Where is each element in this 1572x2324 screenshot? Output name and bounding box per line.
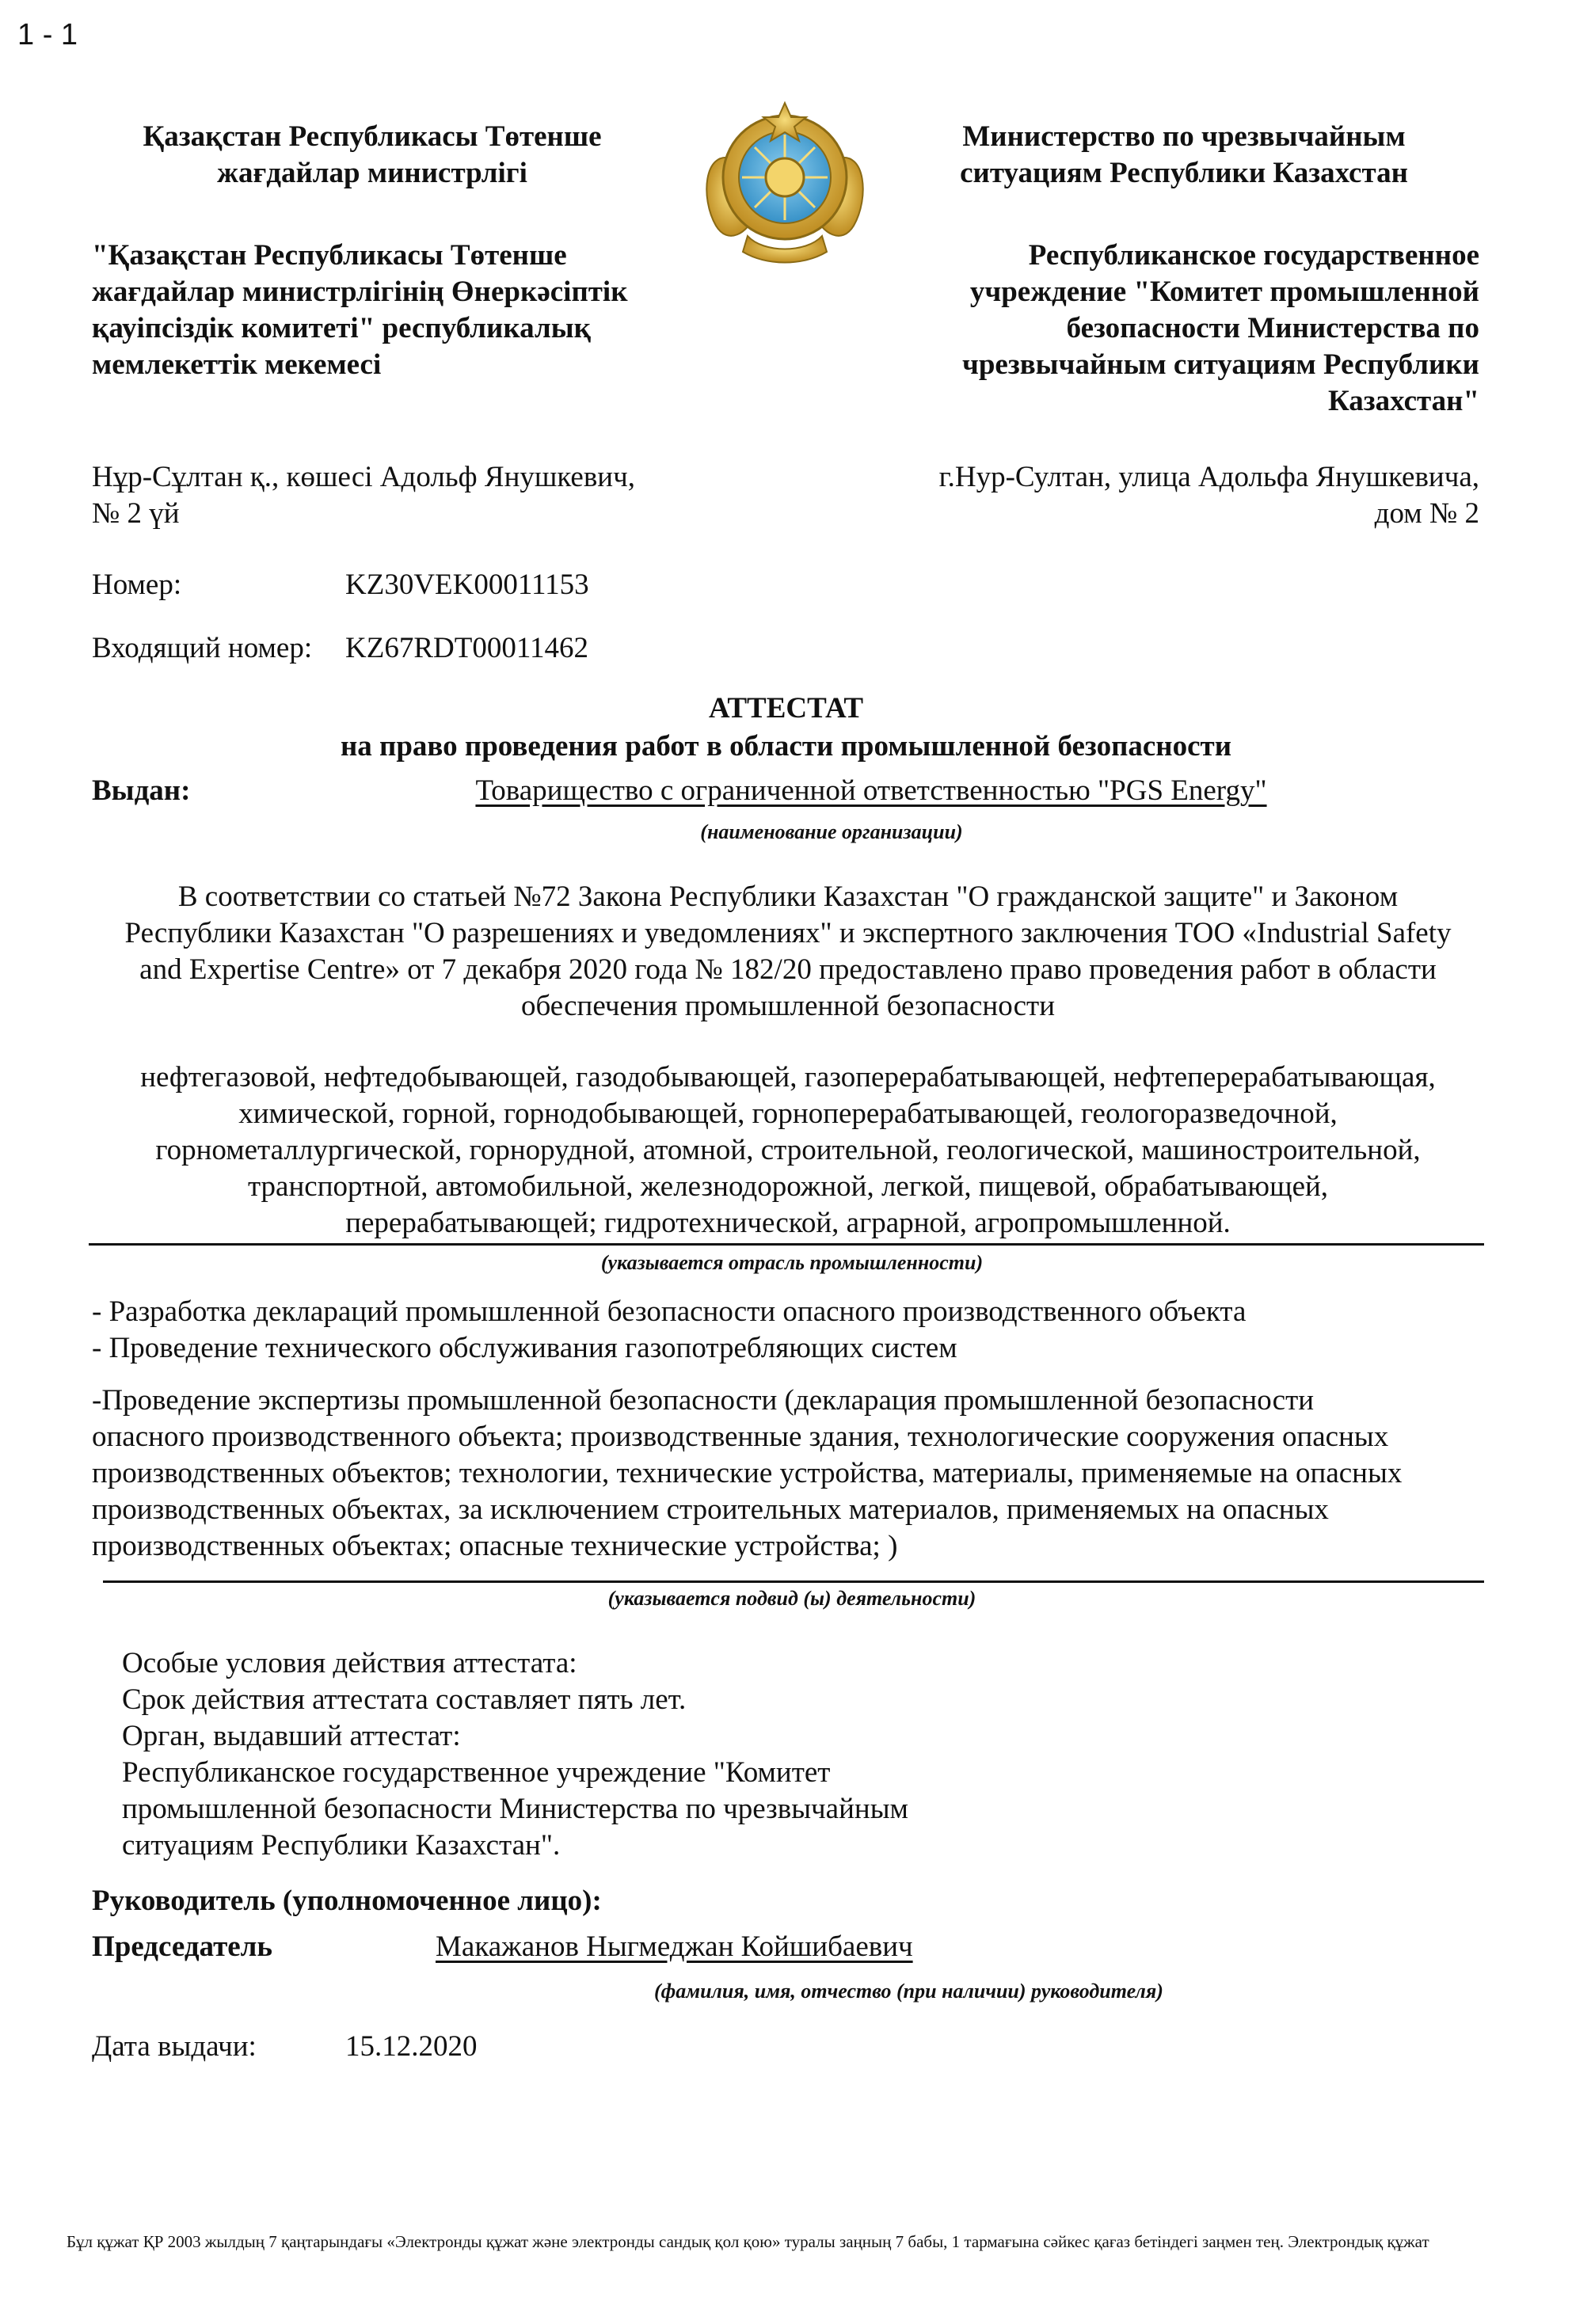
header-right-org-line: учреждение "Комитет промышленной [969, 276, 1479, 308]
conditions-line: Республиканское государственное учреждение "Комитет [122, 1756, 831, 1789]
expertise-line: опасного производственного объекта; производственные здания, технологические сооружения опасных [92, 1421, 1389, 1453]
incoming-value: KZ67RDT00011462 [345, 632, 588, 664]
footer-text: Бұл құжат ҚР 2003 жылдың 7 қаңтарындағы «Электронды құжат және электронды сандық қол қою» туралы заңның 7 бабы, 1 тармағына сәйкес қағаз бетіндегі заңмен тең. Электрондық құжат [67, 2232, 1429, 2251]
activity-item: - Проведение технического обслуживания газопотребляющих систем [92, 1332, 957, 1364]
header-right-org-line: чрезвычайным ситуациям Республики [961, 348, 1479, 381]
head-caption: (фамилия, имя, отчество (при наличии) руководителя) [654, 1980, 1163, 2003]
expertise-line: производственных объектах, за исключением строительных материалов, применяемых на опасных [92, 1493, 1329, 1526]
activities-rule [103, 1580, 1484, 1583]
basis-line: В соответствии со статьей №72 Закона Республики Казахстан "О гражданской защите" и Законом [177, 881, 1399, 913]
industries-line: горнометаллургической, горнорудной, атомной, строительной, геологической, машиностроительной, [155, 1134, 1421, 1166]
issued-caption: (наименование организации) [700, 820, 963, 843]
header-right-org-line: Казахстан" [1327, 385, 1479, 417]
header-left-org-line: мемлекеттік мекемесі [92, 348, 382, 381]
emblem-shanyrak [766, 158, 804, 196]
conditions-line: Особые условия действия аттестата: [122, 1647, 577, 1679]
header-left-address [92, 459, 725, 532]
conditions-line: Орган, выдавший аттестат: [122, 1720, 461, 1752]
head-label: Руководитель (уполномоченное лицо): [92, 1885, 602, 1917]
conditions-line: Срок действия аттестата составляет пять лет. [122, 1683, 687, 1716]
expertise-line: производственных объектов; технологии, технические устройства, материалы, применяемые на опасных [92, 1457, 1403, 1489]
issued-to: Товарищество с ограниченной ответственностью "PGS Energy" [475, 774, 1267, 807]
head-name: Макажанов Ныгмеджан Койшибаевич [436, 1930, 913, 1963]
expertise-line: производственных объектах; опасные технические устройства; ) [92, 1530, 898, 1562]
position-label: Председатель [92, 1930, 272, 1963]
date-value: 15.12.2020 [345, 2030, 478, 2063]
basis-paragraph [71, 879, 1505, 1025]
header-left-org-line: қауіпсіздік комитеті" республикалық [92, 312, 591, 344]
header-left-title-line: Қазақстан Республикасы Төтенше [143, 120, 602, 153]
conditions-line: ситуациям Республики Казахстан". [122, 1829, 561, 1862]
number-value: KZ30VEK00011153 [345, 569, 589, 601]
basis-line: and Expertise Centre» от 7 декабря 2020 года № 182/20 предоставлено право проведения работ в области [139, 953, 1437, 986]
header-left-org-line: жағдайлар министрлігінің Өнеркәсіптік [92, 276, 628, 308]
date-label: Дата выдачи: [92, 2030, 257, 2063]
header-left-title-line: жағдайлар министрлігі [217, 157, 527, 189]
header-right-org [839, 238, 1479, 420]
conditions-line: промышленной безопасности Министерства по чрезвычайным [122, 1793, 908, 1825]
header-right-address-line: дом № 2 [1374, 497, 1479, 530]
header-right-address [839, 459, 1479, 532]
document-title: АТТЕСТАТ [708, 692, 864, 725]
industries-line: нефтегазовой, нефтедобывающей, газодобывающей, газоперерабатывающей, нефтеперерабатывающая, [140, 1061, 1436, 1094]
conditions-block [122, 1645, 1072, 1864]
industries-line: химической, горной, горнодобывающей, горноперерабатывающей, геологоразведочной, [238, 1097, 1338, 1130]
header-left-address-line: № 2 үй [92, 497, 180, 530]
header-right-title-line: ситуациям Республики Казахстан [960, 157, 1408, 189]
expertise-line: -Проведение экспертизы промышленной безопасности (декларация промышленной безопасности [92, 1384, 1315, 1417]
header-right-org-line: Республиканское государственное [1028, 239, 1479, 272]
industries-caption: (указывается отрасль промышленности) [600, 1251, 984, 1274]
industries-rule [89, 1243, 1484, 1246]
basis-line: Республики Казахстан "О разрешениях и уведомлениях" и экспертного заключения ТОО «Industrial Safety [124, 917, 1452, 949]
footer-note [67, 2231, 1571, 2252]
activity-item: - Разработка деклараций промышленной безопасности опасного производственного объекта [92, 1295, 1247, 1328]
industries-line: транспортной, автомобильной, железнодорожной, легкой, пищевой, обрабатывающей, [247, 1170, 1329, 1203]
industries-line: перерабатывающей; гидротехнической, аграрной, агропромышленной. [345, 1207, 1231, 1239]
incoming-label: Входящий номер: [92, 632, 313, 664]
issued-label: Выдан: [92, 774, 191, 807]
header-right-title [895, 119, 1473, 192]
header-right-address-line: г.Нур-Султан, улица Адольфа Янушкевича, [938, 461, 1479, 493]
header-right-title-line: Министерство по чрезвычайным [962, 120, 1406, 153]
expertise-paragraph [92, 1383, 1517, 1565]
basis-line: обеспечения промышленной безопасности [520, 990, 1056, 1022]
activities-list [92, 1294, 1486, 1367]
activities-caption: (указывается подвид (ы) деятельности) [607, 1587, 976, 1610]
header-left-address-line: Нұр-Сұлтан қ., көшесі Адольф Янушкевич, [92, 461, 635, 493]
header-right-org-line: безопасности Министерства по [1066, 312, 1479, 344]
header-left-title [87, 119, 657, 192]
industries-paragraph [71, 1059, 1505, 1242]
header-left-org-line: "Қазақстан Республикасы Төтенше [92, 239, 567, 272]
number-label: Номер: [92, 569, 182, 601]
document-subtitle: на право проведения работ в области промышленной безопасности [340, 730, 1232, 763]
header-left-org [92, 238, 710, 383]
page-marker: 1 - 1 [17, 18, 78, 51]
